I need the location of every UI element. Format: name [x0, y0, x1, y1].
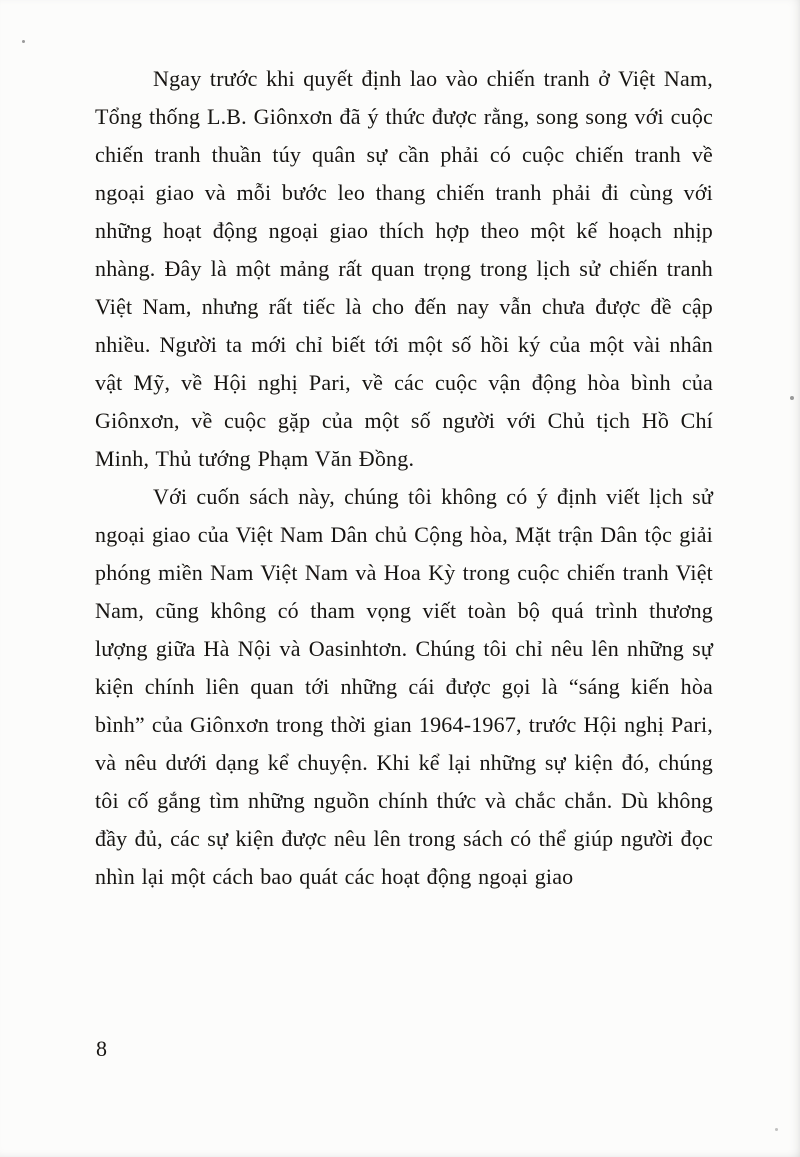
page-body-text [95, 60, 713, 896]
paragraph-2: Với cuốn sách này, chúng tôi không có ý định viết lịch sử ngoại giao của Việt Nam Dân chủ Cộng hòa, Mặt trận Dân tộc giải phóng miền Nam Việt Nam và Hoa Kỳ trong cuộc chiến tranh Việt Nam, cũng không có tham vọng viết toàn bộ quá trình thương lượng giữa Hà Nội và Oasinhtơn. Chúng tôi chỉ nêu lên những sự kiện chính liên quan tới những cái được gọi là “sáng kiến hòa bình” của Giônxơn trong thời gian 1964-1967, trước Hội nghị Pari, và nêu dưới dạng kể chuyện. Khi kể lại những sự kiện đó, chúng tôi cố gắng tìm những nguồn chính thức và chắc chắn. Dù không đầy đủ, các sự kiện được nêu lên trong sách có thể giúp người đọc nhìn lại một cách bao quát các hoạt động ngoại giao [95, 484, 713, 889]
scan-speck [775, 1128, 778, 1131]
paragraph-1: Ngay trước khi quyết định lao vào chiến tranh ở Việt Nam, Tổng thống L.B. Giônxơn đã ý thức được rằng, song song với cuộc chiến tranh thuần túy quân sự cần phải có cuộc chiến tranh về ngoại giao và mỗi bước leo thang chiến tranh phải đi cùng với những hoạt động ngoại giao thích hợp theo một kế hoạch nhịp nhàng. Đây là một mảng rất quan trọng trong lịch sử chiến tranh Việt Nam, nhưng rất tiếc là cho đến nay vẫn chưa được đề cập nhiều. Người ta mới chỉ biết tới một số hồi ký của một vài nhân vật Mỹ, về Hội nghị Pari, về các cuộc vận động hòa bình của Giônxơn, về cuộc gặp của một số người với Chủ tịch Hồ Chí Minh, Thủ tướng Phạm Văn Đồng. [95, 66, 713, 471]
page-number: 8 [96, 1036, 107, 1061]
scan-speck [790, 396, 794, 400]
scan-speck [22, 40, 25, 43]
